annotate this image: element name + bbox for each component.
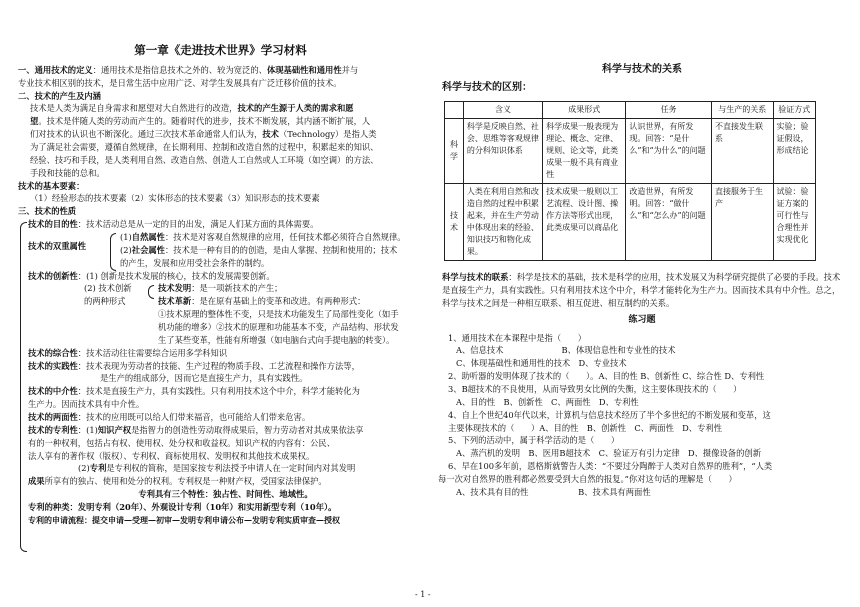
reform-detail (28, 308, 423, 347)
table-cell: 实验；验证假设，形成结论 (773, 119, 815, 184)
reform-label: 技术革新 (158, 296, 192, 307)
s2-text-f: 技术 (262, 129, 279, 140)
relation-text: ：科学是技术的基础，技术是科学的应用，技术发展又为科学研究提供了必要的手段。技术是直接生产力，具有实践性。只有利用技术这个中介，科学才能转化为生产力。因而技术具有中介性。总之，科学与技术之间是一种相互联系、相互促进、相互制约的关系。 (442, 272, 841, 308)
mid-text: ：技术是直接生产力，具有实践性。只有利用技术这个中介，科学才能转化为 (77, 386, 360, 397)
table-cell: 科学是反映自然、社会、思维等客观规律的分科知识体系 (463, 119, 542, 184)
dual-natural (120, 231, 423, 244)
table-header: 成果形式 (543, 102, 626, 119)
invent-label: 技术发明 (158, 283, 192, 294)
relation-title: 科学与技术的关系 (602, 64, 682, 75)
table-header: 含义 (463, 102, 542, 119)
patent-1-text: 是指智力的创造性劳动取得成果后，智力劳动者对其成果依法享 (131, 424, 364, 435)
innov-brace (148, 285, 154, 299)
question-line: 5、下列的活动中，属于科学活动的是（ ） (448, 435, 620, 446)
twoside-text: ：技术的应用既可以给人们带来福音，也可能给人们带来危害。 (77, 412, 311, 423)
s2-text-i: 经验、技巧和手段，是人类利用自然、改造自然、创造人工自然或人工环境（如空调）的方法、 (30, 154, 379, 165)
s1-text2: 并与 (341, 64, 359, 75)
patent-flow: 专利的申请流程：提交申请—受理—初审—发明专利申请公布—发明专利实质审查—授权 (28, 514, 340, 525)
s2-text-h: 为了满足社会需要，遵循自然规律，在长期利用、控制和改造自然的过程中，积累起来的知识、 (30, 141, 379, 152)
question-line: 主要体现技术的（ ）A、目的性 B、创新性 C、两面性 D、专利性 (448, 422, 722, 433)
practice-text: ：技术表现为劳动者的技能、生产过程的物质手段、工艺流程和操作方法等， (77, 360, 360, 371)
table-header: 任务 (626, 102, 712, 119)
dual-1-label: 自然属性 (131, 231, 165, 242)
mid-label: 技术的中介性 (28, 386, 78, 397)
option-line: A、目的性 B、创新性 C、两面性 D、专利性 (456, 396, 639, 407)
patent-label: 技术的专利性 (28, 424, 78, 435)
properties-block (18, 218, 423, 526)
innov-label: 技术的创新性 (28, 270, 78, 281)
mid-line (28, 385, 423, 411)
right-column (438, 0, 846, 499)
question-line: 2、助听器的发明体现了技术的（ ）。A、目的性 B、创新性 C、综合性 D、专利性 (448, 371, 765, 382)
s2-paragraph (18, 102, 423, 179)
table-cell: 人类在利用自然和改造自然的过程中积累起来，并在生产劳动中体现出来的经验、知识技巧和物化成果。 (463, 184, 542, 261)
reform-1: ①技术原理的整体性不变，只是技术功能发生了局部性变化（如手 (158, 309, 399, 320)
question-line: 1、通用技术在本课程中是指（ ） (448, 332, 587, 343)
table-header-row (445, 102, 816, 119)
s1-text: ：通用技术是指信息技术之外的、较为宽泛的、 (92, 64, 267, 75)
s1-paragraph (18, 64, 423, 90)
table-cell: 直接服务于生产 (711, 184, 773, 261)
page-number: - 1 - (415, 590, 431, 599)
dual-1-num: (1) (120, 231, 132, 242)
s2-text-c: 望 (30, 116, 39, 127)
patent-2-text-b: 所享有的独占、使用和处分的权利。专利权是一种财产权，受国家法律保护。 (44, 476, 327, 487)
dual-brace (110, 233, 116, 271)
practice-line (28, 360, 423, 386)
table-header (445, 102, 464, 119)
purpose-line (28, 218, 423, 231)
s2-text-g: （Technology）是指人类 (278, 129, 377, 140)
question-line: 6、早在100多年前，恩格斯就警告人类：“不要过分陶醉于人类对自然界的胜利”，“人类 (448, 461, 773, 472)
dual-1-text: ：技术是对客观自然规律的应用，任何技术都必须符合自然规律。 (164, 231, 406, 242)
patent-2-text: 是专利权的简称，是国家按专利法授予申请人在一定时间内对其发明 (106, 463, 356, 474)
doc-title: 第一章《走进技术世界》学习材料 (134, 43, 307, 57)
option-line: A、蒸汽机的发明 B、医用B超技术 C、验证万有引力定律 D、摄像设备的创新 (456, 448, 761, 459)
table-cell: 认识世界，有所发现。回答：“是什么”和“为什么”的问题 (626, 119, 712, 184)
mid-text-b: 生产力。因而技术具有中介性。 (28, 399, 145, 410)
row-label: 科学 (445, 119, 464, 184)
dual-items (28, 231, 423, 270)
question-line: 3、B超技术的不良使用，从而导致男女比例的失衡，这主要体现技术的（ ） (448, 383, 742, 394)
innov-line (28, 270, 423, 283)
innov-text: ：(1) 创新是技术发展的核心，技术的发展需要创新。 (77, 270, 275, 281)
basic-text: （1）经验形态的技术要素（2）实体形态的技术要素（3）知识形态的技术要素 (30, 193, 320, 204)
dual-2-label: 社会属性 (131, 244, 165, 255)
purpose-label: 技术的目的性 (28, 219, 78, 230)
table-header: 验证方式 (773, 102, 815, 119)
innov-forms-label-a: (2) 技术创新 (84, 283, 132, 294)
patent-2-line (28, 462, 423, 475)
dual-2-num: (2) (120, 244, 132, 255)
s1-text3: 专业技术相区别的技术，是日常生活中应用广泛、对学生发展具有广泛迁移价值的技术。 (18, 77, 342, 88)
twoside-line (28, 411, 423, 424)
relation-paragraph (438, 271, 846, 310)
s2-text-e: 们对技术的认识也不断深化。通过三次技术革命通常人们认为， (30, 129, 263, 140)
patent-kinds: 专利的种类：发明专利（20年）、外观设计专利（10年）和实用新型专利（10年）。 (28, 502, 337, 513)
integ-line (28, 347, 423, 360)
table-cell: 技术成果一般则以工艺流程、设计图、操作方法等形式出现，此类成果可以商品化 (543, 184, 626, 261)
option-line: A、技术具有目的性 B、技术具有两面性 (456, 486, 651, 497)
dual-2-text-b: 的产生，发展和应用受社会条件的制约。 (120, 257, 270, 268)
s2-text-j: 手段和技能的总和。 (30, 167, 105, 178)
patent-1-text-c: 法人享有的著作权（版权）、专利权、商标使用权、发明权和其他技术成果权。 (28, 450, 315, 461)
s2-text-a: 技术是人类为满足自身需求和愿望对大自然进行的改造， (30, 103, 238, 114)
option-line: C、体现基础性和通用性的技术 D、专业技术 (456, 358, 627, 369)
practice-label: 技术的实践性 (28, 360, 78, 371)
table-cell: 不直接发生联系 (711, 119, 773, 184)
dual-label: 技术的双重属性 (28, 240, 87, 251)
innov-forms (28, 282, 423, 346)
integ-label: 技术的综合性 (28, 347, 78, 358)
patent-2-num: (2) (78, 463, 90, 474)
exercise-heading: 练习题 (628, 314, 656, 325)
integ-text: ：技术活动往往需要综合运用多学科知识 (77, 347, 228, 358)
innov-forms-label (84, 282, 132, 308)
dual-social (120, 244, 423, 270)
table-cell: 科学成果一般表现为理论、概念、定律、规则、论文等，此类成果一般不具有商业性 (543, 119, 626, 184)
s2-text-d: 。技术是伴随人类的劳动而产生的。随着时代的进步，技术不断发展，其内涵不断扩展，人 (38, 116, 371, 127)
difference-subtitle: 科学与技术的区别： (442, 81, 532, 93)
dual-2-text: ：技术是一种有目的的创造，是由人掌握、控制和使用的；技术 (164, 244, 398, 255)
question-line: 每一次对自然界的胜利都必然要受到大自然的报复。”你对这句话的理解是（ ） (438, 473, 737, 484)
reform-line (158, 295, 423, 308)
comparison-table (444, 101, 816, 261)
s2-heading: 二、技术的产生及内涵 (18, 90, 101, 101)
invent-text: ：是一项新技术的产生； (191, 283, 283, 294)
table-row (445, 119, 816, 184)
question-line: 4、自上个世纪40年代以来，计算机与信息技术经历了半个多世纪的不断发展和变革，这 (448, 409, 771, 420)
left-column (18, 0, 423, 526)
practice-text-b: 是生产的组成部分，因而它是直接生产力，具有实践性。 (100, 373, 308, 384)
reform-text: ：是在原有基础上的变革和改进。有两种形式： (191, 296, 366, 307)
patent-2-cont (28, 475, 423, 488)
invent-line (158, 282, 423, 295)
basic-heading: 技术的基本要素： (18, 180, 85, 191)
dual-block (28, 231, 423, 270)
s1-bold: 体现基础性和通用性 (266, 64, 342, 75)
relation-heading: 科学与技术的联系 (442, 272, 509, 282)
patent-2-label: 专利 (89, 463, 107, 474)
s2-text-b: 技术的产生源于人类的需求和愿 (237, 103, 354, 114)
twoside-label: 技术的两面性 (28, 412, 78, 423)
patent-1-label: 知识产权 (97, 424, 132, 435)
patent-2-bold: 成果 (28, 476, 45, 487)
purpose-text: ：技术活动总是从一定的目的出发，满足人们某方面的具体需要。 (77, 219, 319, 230)
innov-forms-label-b: 的两种形式 (84, 296, 126, 307)
patent-1-num: ：(1) (77, 424, 98, 435)
s3-heading: 三、技术的性质 (18, 206, 77, 217)
reform-1b: 机功能的增多）②技术的原理和功能基本不变，产品结构、形状发 (158, 322, 399, 332)
patent-line (28, 424, 423, 463)
row-label: 技术 (445, 184, 464, 261)
s1-heading: 一、通用技术的定义 (18, 64, 93, 75)
reform-1c: 生了某些变革，性能有所增强（如电脑台式向手提电脑的转变）。 (158, 334, 395, 345)
properties-brace (20, 222, 27, 552)
exercise-list (438, 332, 846, 499)
option-line: A、信息技术 B、体现信息性和专业性的技术 (456, 345, 676, 356)
table-header: 与生产的关系 (711, 102, 773, 119)
table-row (445, 184, 816, 261)
table-cell: 改造世界，有所发明。回答：“做什么”和“怎么办”的问题 (626, 184, 712, 261)
table-cell: 试验：验证方案的可行性与合理性并实现优化 (773, 184, 815, 261)
patent-traits: 专利具有三个特性：独占性、时间性、地域性。 (138, 489, 313, 500)
patent-1-text-b: 有的一种权利，包括占有权、使用权、处分权和收益权。知识产权的内容有：公民、 (28, 437, 335, 448)
